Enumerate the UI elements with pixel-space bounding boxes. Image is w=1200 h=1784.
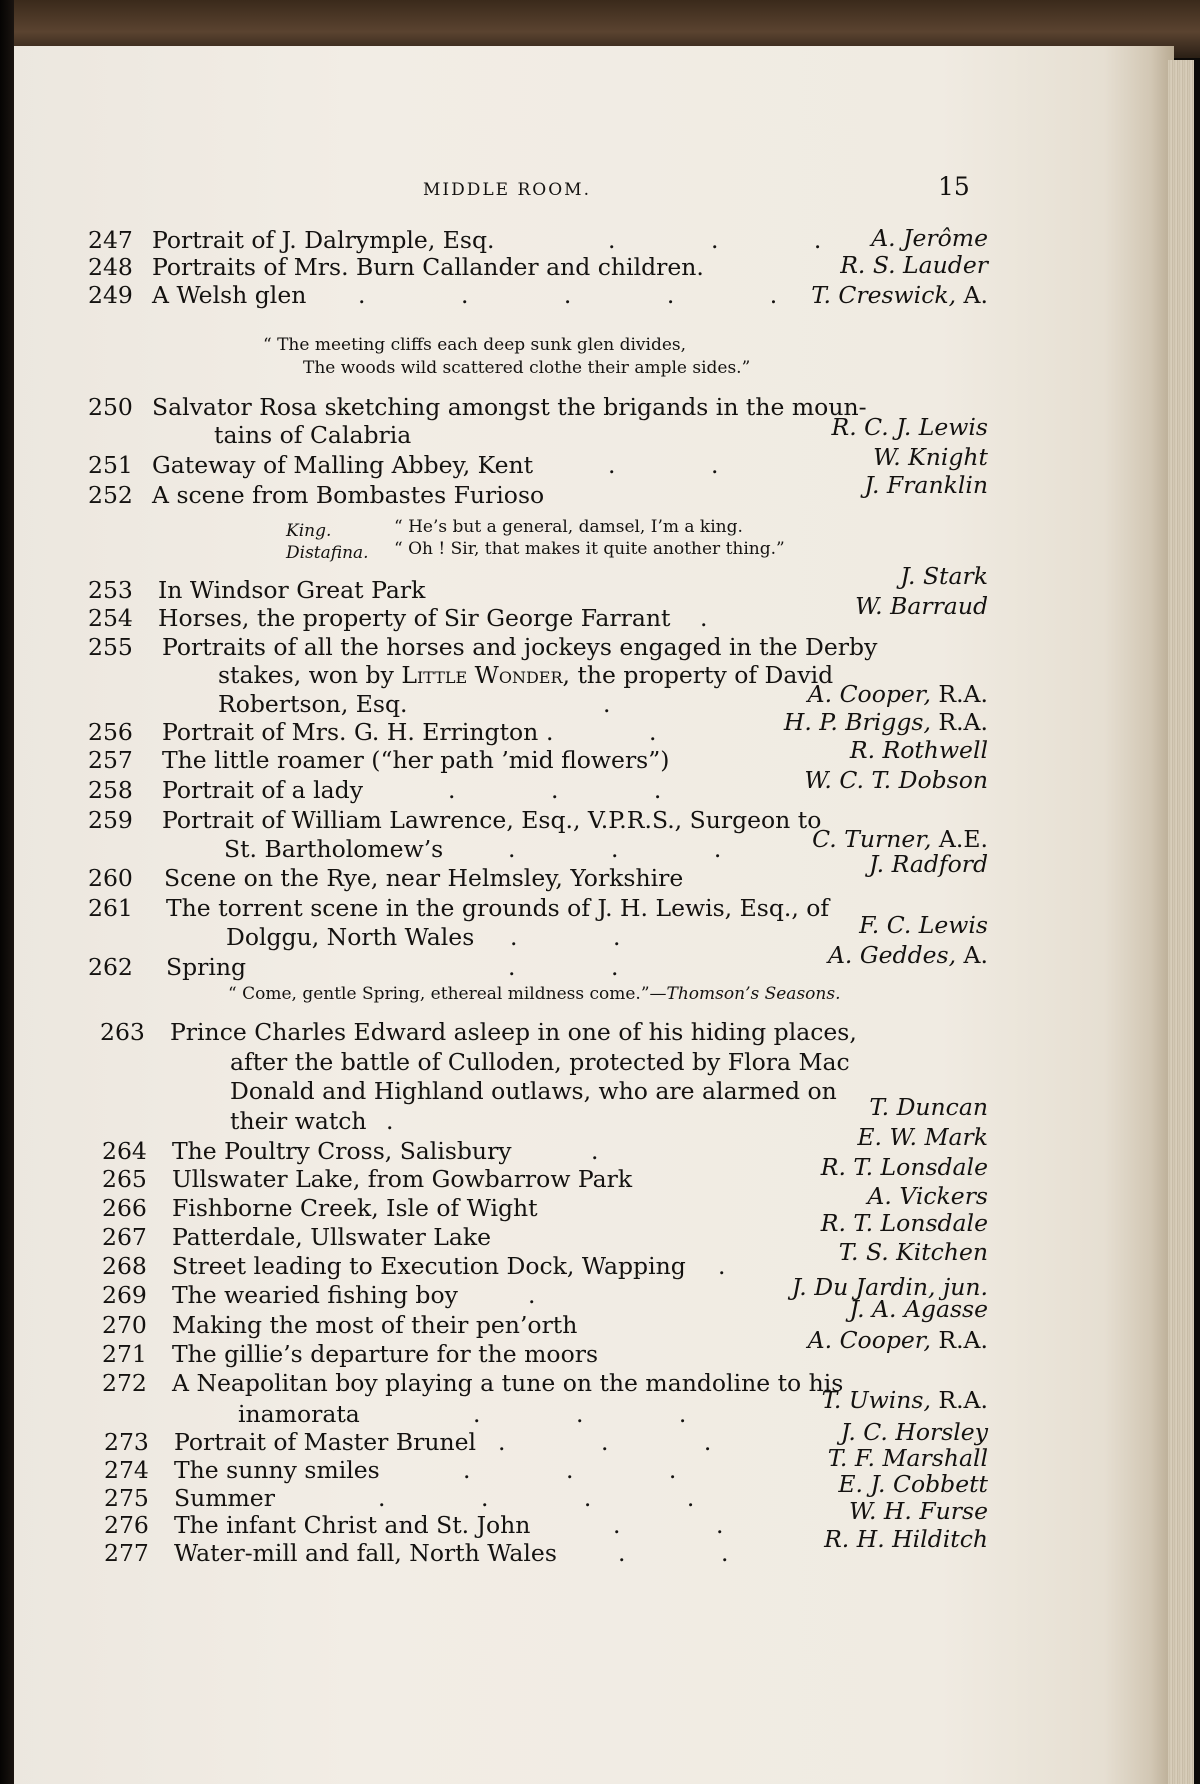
entry-artist: C. Turner, A.E.	[812, 825, 988, 853]
entry-number: 270	[102, 1311, 147, 1339]
entry-title: Portrait of William Lawrence, Esq., V.P.R.S., Surgeon to	[162, 806, 822, 834]
entry-artist: T. F. Marshall	[827, 1444, 988, 1472]
dot-leader: . .	[508, 953, 663, 981]
entry-title: The wearied fishing boy	[172, 1281, 458, 1309]
dialogue-quote: King.	[286, 521, 332, 541]
dialogue-quote: “ Oh ! Sir, that makes it quite another thing.”	[394, 539, 785, 559]
page-header	[88, 172, 978, 212]
entry-number: 249	[88, 281, 133, 309]
entry-artist: R. C. J. Lewis	[831, 413, 988, 441]
entry-title: Gateway of Malling Abbey, Kent	[152, 451, 534, 479]
entry-number: 257	[88, 746, 133, 774]
entry-artist: J. Stark	[900, 562, 988, 590]
entry-artist: A. Cooper, R.A.	[807, 1326, 988, 1354]
entry-number: 276	[104, 1511, 149, 1539]
page-edges	[1168, 60, 1194, 1784]
entry-number: 275	[104, 1484, 149, 1512]
dot-leader: . . .	[473, 1400, 731, 1428]
entry-title: Portrait of J. Dalrymple, Esq.	[152, 226, 495, 254]
dot-leader: . .	[546, 718, 701, 746]
entry-number: 269	[102, 1281, 147, 1309]
dot-leader: . . .	[608, 226, 866, 254]
entry-title-continuation: Dolggu, North Wales	[226, 923, 475, 951]
entry-title: In Windsor Great Park	[158, 576, 426, 604]
entry-title: A Neapolitan boy playing a tune on the mandoline to his	[172, 1369, 844, 1397]
entry-title: Salvator Rosa sketching amongst the brigands in the moun-	[152, 393, 867, 421]
dot-leader: . . .	[463, 1456, 721, 1484]
entry-number: 262	[88, 953, 133, 981]
entry-number: 273	[104, 1428, 149, 1456]
dot-leader: . .	[510, 923, 665, 951]
dot-leader: . .	[608, 451, 763, 479]
page-number: 15	[938, 172, 970, 201]
entry-artist: R. H. Hilditch	[824, 1525, 988, 1553]
entry-number: 256	[88, 718, 133, 746]
entry-artist: J. Du Jardin, jun.	[791, 1273, 988, 1301]
entry-title-continuation: their watch	[230, 1107, 367, 1135]
entry-number: 268	[102, 1252, 147, 1280]
entry-number: 253	[88, 576, 133, 604]
entry-title: Street leading to Execution Dock, Wapping	[172, 1252, 686, 1280]
dot-leader: . .	[618, 1539, 773, 1567]
entry-artist: W. Knight	[873, 443, 988, 471]
entry-title-continuation: Robertson, Esq.	[218, 690, 408, 718]
entry-artist: R. S. Lauder	[840, 251, 988, 279]
entry-artist: A. Geddes, A.	[827, 941, 988, 969]
entry-title-continuation: tains of Calabria	[214, 421, 412, 449]
entry-number: 266	[102, 1194, 147, 1222]
entry-artist: F. C. Lewis	[859, 911, 988, 939]
entry-number: 248	[88, 253, 133, 281]
entry-title: Summer	[174, 1484, 275, 1512]
entry-artist: H. P. Briggs, R.A.	[783, 708, 988, 736]
entry-artist: T. S. Kitchen	[838, 1238, 988, 1266]
entry-number: 261	[88, 894, 133, 922]
entry-title: Water-mill and fall, North Wales	[174, 1539, 557, 1567]
entry-artist: T. Creswick, A.	[811, 281, 988, 309]
dot-leader: .	[528, 1281, 580, 1309]
entry-title-continuation: St. Bartholomew’s	[224, 835, 444, 863]
dot-leader: .	[603, 690, 655, 718]
entry-title: Spring	[166, 953, 247, 981]
dot-leader: .	[718, 1252, 770, 1280]
entry-title: Portrait of Mrs. G. H. Errington	[162, 718, 539, 746]
dot-leader: . .	[488, 1137, 643, 1165]
entry-number: 265	[102, 1165, 147, 1193]
entry-artist: E. J. Cobbett	[838, 1470, 988, 1498]
entry-number: 271	[102, 1340, 147, 1368]
entry-artist: E. W. Mark	[857, 1123, 988, 1151]
entry-title: The little roamer (“her path ’mid flowers”)	[162, 746, 670, 774]
entry-title: A Welsh glen	[152, 281, 307, 309]
gutter-shadow	[0, 0, 14, 1784]
entry-title: The Poultry Cross, Salisbury	[172, 1137, 512, 1165]
entry-title-continuation: stakes, won by Little Wonder, the property of David	[218, 661, 834, 689]
dot-leader: . . .	[448, 776, 706, 804]
entry-number: 277	[104, 1539, 149, 1567]
entry-artist: R. Rothwell	[849, 736, 988, 764]
entry-artist: W. Barraud	[855, 592, 988, 620]
entry-artist: J. Franklin	[864, 471, 988, 499]
entry-title: Scene on the Rye, near Helmsley, Yorkshire	[164, 864, 684, 892]
entry-number: 247	[88, 226, 133, 254]
entry-title: The torrent scene in the grounds of J. H. Lewis, Esq., of	[166, 894, 830, 922]
entry-artist: A. Jerôme	[871, 224, 988, 252]
entry-title: A scene from Bombastes Furioso	[152, 481, 545, 509]
entry-artist: T. Uwins, R.A.	[821, 1386, 988, 1414]
entry-number: 274	[104, 1456, 149, 1484]
dot-leader: .	[700, 604, 752, 632]
entry-title: Portrait of Master Brunel	[174, 1428, 477, 1456]
running-head: MIDDLE ROOM.	[423, 180, 591, 200]
entry-title: Patterdale, Ullswater Lake	[172, 1223, 492, 1251]
entry-number: 254	[88, 604, 133, 632]
entry-number: 250	[88, 393, 133, 421]
entry-number: 258	[88, 776, 133, 804]
entry-title: The sunny smiles	[174, 1456, 380, 1484]
entry-title: Ullswater Lake, from Gowbarrow Park	[172, 1165, 633, 1193]
entry-number: 259	[88, 806, 133, 834]
entry-title: Horses, the property of Sir George Farrant	[158, 604, 671, 632]
dot-leader: . . .	[508, 835, 766, 863]
entry-artist: W. H. Furse	[848, 1497, 988, 1525]
verse-quote: The woods wild scattered clothe their ample sides.”	[303, 358, 751, 378]
entry-number: 260	[88, 864, 133, 892]
dot-leader: . . . . .	[358, 281, 822, 309]
dot-leader: . . . .	[378, 1484, 739, 1512]
entry-title-continuation: after the battle of Culloden, protected by Flora Mac	[230, 1048, 850, 1076]
entry-title: Portrait of a lady	[162, 776, 364, 804]
entry-artist: R. T. Lonsdale	[820, 1209, 988, 1237]
entry-title: Fishborne Creek, Isle of Wight	[172, 1194, 538, 1222]
entry-artist: R. T. Lonsdale	[820, 1153, 988, 1181]
entry-title: Making the most of their pen’orth	[172, 1311, 578, 1339]
entry-number: 267	[102, 1223, 147, 1251]
entry-artist: J. Radford	[869, 850, 988, 878]
catalogue-page-text	[88, 0, 988, 1784]
entry-artist: A. Vickers	[867, 1182, 988, 1210]
entry-title: Portraits of Mrs. Burn Callander and children.	[152, 253, 704, 281]
entry-title-continuation: inamorata	[238, 1400, 360, 1428]
entry-artist: J. A. Agasse	[849, 1295, 988, 1323]
verse-quote: “ The meeting cliffs each deep sunk glen divides,	[263, 335, 687, 355]
verse-quote: “ Come, gentle Spring, ethereal mildness come.”—Thomson’s Seasons.	[228, 984, 841, 1004]
entry-number: 251	[88, 451, 133, 479]
dialogue-quote: “ He’s but a general, damsel, I’m a king.	[394, 517, 743, 537]
entry-number: 272	[102, 1369, 147, 1397]
dialogue-quote: Distafina.	[286, 543, 369, 563]
dot-leader: . . .	[498, 1428, 756, 1456]
entry-artist: J. C. Horsley	[840, 1418, 988, 1446]
entry-title: The gillie’s departure for the moors	[172, 1340, 599, 1368]
dot-leader: . .	[613, 1511, 768, 1539]
entry-number: 252	[88, 481, 133, 509]
entry-number: 264	[102, 1137, 147, 1165]
entry-title: Portraits of all the horses and jockeys engaged in the Derby	[162, 633, 878, 661]
dot-leader: .	[386, 1107, 438, 1135]
entry-artist: T. Duncan	[869, 1093, 988, 1121]
entry-number: 255	[88, 633, 133, 661]
entry-artist: W. C. T. Dobson	[804, 766, 988, 794]
entry-title: Prince Charles Edward asleep in one of his hiding places,	[170, 1018, 857, 1046]
entry-title: The infant Christ and St. John	[174, 1511, 531, 1539]
entry-title-continuation: Donald and Highland outlaws, who are alarmed on	[230, 1077, 837, 1105]
entry-artist: A. Cooper, R.A.	[807, 680, 988, 708]
entry-number: 263	[100, 1018, 145, 1046]
